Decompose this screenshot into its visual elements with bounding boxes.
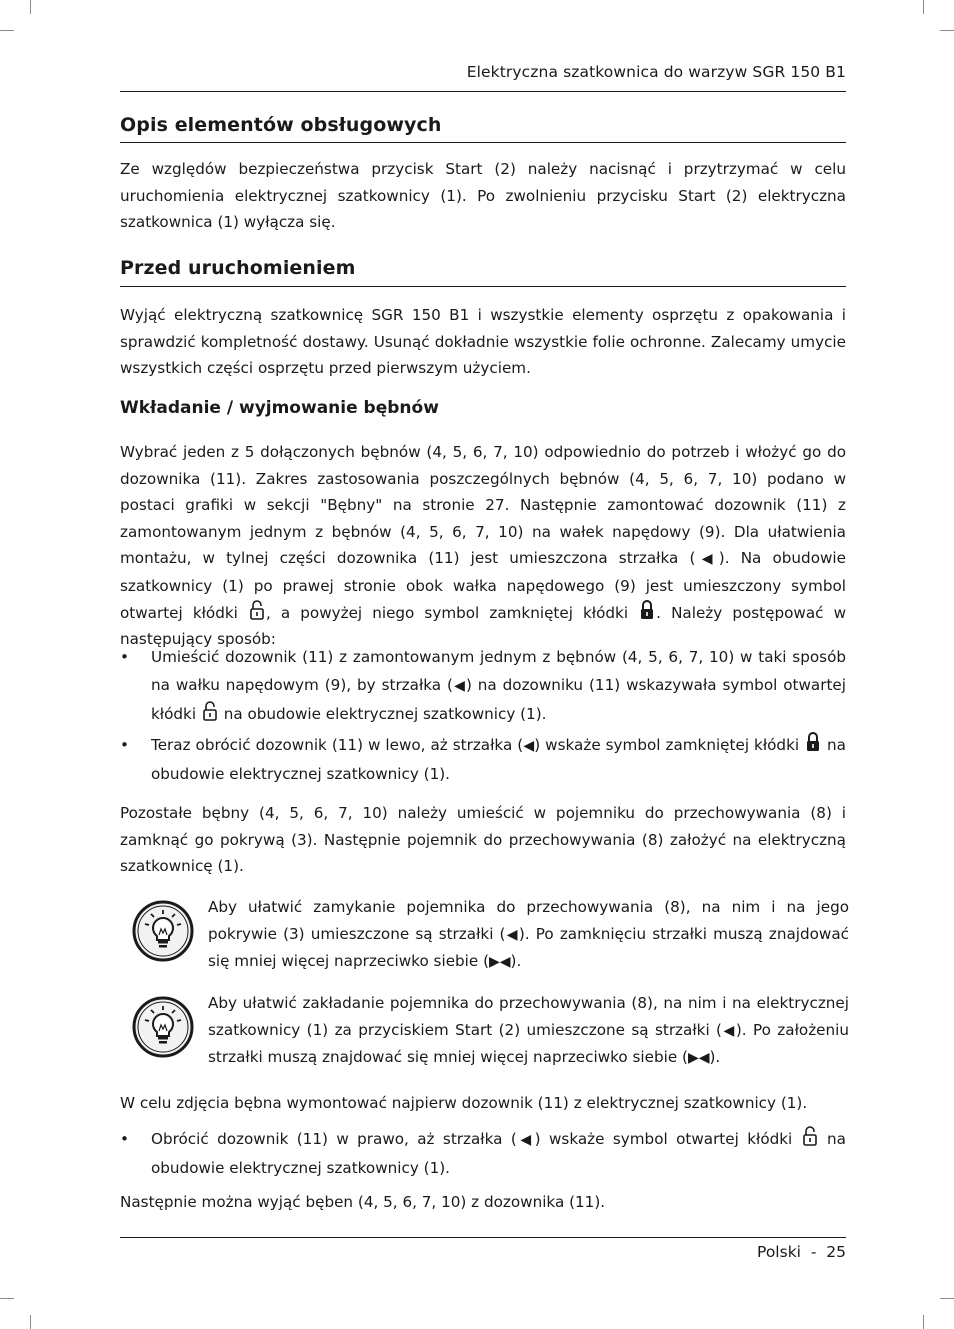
lightbulb-tip-icon	[132, 900, 194, 962]
list-item: • Teraz obrócić dozownik (11) w lewo, aż strzałka (◀) wskaże symbol zamkniętej kłódki na obudowie elektrycznej szatkownicy (1).	[120, 731, 846, 788]
subsection-heading-drums: Wkładanie / wyjmowanie bębnów	[120, 398, 439, 418]
paragraph: Wyjąć elektryczną szatkownicę SGR 150 B1 i wszystkie elementy osprzętu z opakowania i sprawdzić kompletność dostawy. Usunąć dokładnie wszystkie folie ochronne. Zalecamy umycie wszystkich części osprzętu przed pierwszym użyciem.	[120, 306, 846, 377]
page-number: Polski - 25	[757, 1243, 846, 1261]
lightbulb-tip-icon	[132, 996, 194, 1058]
arrow-left-icon: ◀	[452, 678, 466, 694]
arrow-left-icon: ◀	[523, 738, 535, 754]
paragraph: W celu zdjęcia bębna wymontować najpierw dozownik (11) z elektrycznej szatkownicy (1).	[120, 1094, 808, 1112]
paragraph: Ze względów bezpieczeństwa przycisk Start (2) należy nacisnąć i przytrzymać w celu uruchomienia elektrycznej szatkownicy (1). Po zwolnieniu przycisku Start (2) elektryczna szatkownica (1) wyłącza się.	[120, 160, 846, 231]
tip-text: Aby ułatwić zakładanie pojemnika do przechowywania (8), na nim i na elektrycznej szatkownicy (1) za przyciskiem Start (2) umieszczone są strzałki (◀). Po założeniu strzałki muszą znajdować się mniej więcej naprzeciwko siebie (▶◀).	[208, 994, 849, 1066]
unlocked-padlock-icon	[203, 701, 217, 721]
bullet-icon: •	[120, 648, 129, 666]
section-heading-controls: Opis elementów obsługowych	[120, 114, 442, 136]
crop-mark	[923, 1315, 924, 1329]
header-rule	[120, 91, 846, 92]
running-header: Elektryczna szatkownica do warzyw SGR 150 B1	[466, 63, 846, 81]
arrows-facing-icon: ▶◀	[489, 954, 511, 970]
tip-text: Aby ułatwić zamykanie pojemnika do przechowywania (8), na nim i na jego pokrywie (3) umieszczone są strzałki (◀). Po zamknięciu strzałki muszą znajdować się mniej więcej naprzeciwko siebie (▶◀).	[208, 898, 849, 970]
crop-mark	[0, 30, 14, 31]
arrow-left-icon: ◀	[695, 551, 719, 568]
list-item: • Umieścić dozownik (11) z zamontowanym jednym z bębnów (4, 5, 6, 7, 10) w taki sposób na wałku napędowym (9), by strzałka (◀) na dozowniku (11) wskazywała symbol otwartej kłódki na obudowie elektrycznej szatkownicy (1).	[120, 643, 846, 728]
paragraph: Wybrać jeden z 5 dołączonych bębnów (4, 5, 6, 7, 10) odpowiednio do potrzeb i włożyć go do dozownika (11). Zakres zastosowania poszczególnych bębnów (4, 5, 6, 7, 10) podano w postaci grafiki w sekcji "Bębny" na stronie 27. Następnie zamontować dozownik (11) z zamontowanym jednym z bębnów (4, 5, 6, 7, 10) na wałek napędowy (9). Dla ułatwienia montażu, w tylnej części dozownika (11) jest umieszczona strzałka (◀). Na obudowie szatkownicy (1) po prawej stronie obok wałka napędowego (9) jest umieszczony symbol otwartej kłódki , a powyżej niego symbol zamkniętej kłódki . Należy postępować w następujący sposób:	[120, 443, 846, 649]
section-heading-before-use: Przed uruchomieniem	[120, 257, 356, 279]
bullet-icon: •	[120, 1130, 129, 1148]
unlocked-padlock-icon	[250, 600, 264, 620]
crop-mark	[30, 0, 31, 14]
list-item: • Obrócić dozownik (11) w prawo, aż strzałka (◀) wskaże symbol otwartej kłódki na obudowie elektrycznej szatkownicy (1).	[120, 1125, 846, 1182]
arrow-left-icon: ◀	[721, 1022, 736, 1039]
arrow-left-icon: ◀	[516, 1132, 535, 1148]
paragraph: Pozostałe bębny (4, 5, 6, 7, 10) należy umieścić w pojemniku do przechowywania (8) i zamknąć go pokrywą (3). Następnie pojemnik do przechowywania (8) założyć na elektryczną szatkownicę (1).	[120, 804, 846, 875]
crop-mark	[0, 1298, 14, 1299]
locked-padlock-icon	[806, 732, 820, 752]
crop-mark	[30, 1315, 31, 1329]
crop-mark	[923, 0, 924, 14]
crop-mark	[940, 30, 954, 31]
arrow-left-icon: ◀	[505, 926, 519, 943]
bullet-icon: •	[120, 736, 129, 754]
unlocked-padlock-icon	[803, 1126, 817, 1146]
crop-mark	[940, 1298, 954, 1299]
footer-rule	[120, 1237, 846, 1238]
arrows-facing-icon: ▶◀	[687, 1050, 710, 1066]
section-rule	[120, 286, 846, 287]
section-rule	[120, 142, 846, 143]
locked-padlock-icon	[640, 600, 654, 620]
paragraph: Następnie można wyjąć bęben (4, 5, 6, 7, 10) z dozownika (11).	[120, 1193, 606, 1211]
